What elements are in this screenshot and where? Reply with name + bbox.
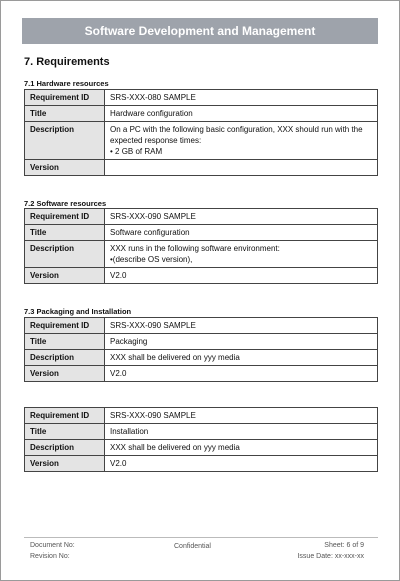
row-label: Version: [25, 366, 105, 382]
row-label: Title: [25, 225, 105, 241]
footer-revision-no: Revision No:: [30, 553, 70, 560]
table-row: [25, 209, 378, 225]
footer-confidential: Confidential: [174, 543, 211, 550]
table-row: [25, 225, 378, 241]
table-row: [25, 440, 378, 456]
row-label: Description: [25, 440, 105, 456]
row-value: [105, 122, 378, 160]
table-row: [25, 350, 378, 366]
table-row: [25, 106, 378, 122]
description-text: On a PC with the following basic configuration, XXX should run with the expected response times:: [110, 125, 363, 145]
row-label: Version: [25, 456, 105, 472]
row-value: XXX shall be delivered on yyy media: [105, 440, 378, 456]
row-label: Title: [25, 424, 105, 440]
footer-document-no: Document No:: [30, 542, 75, 549]
row-value: SRS-XXX-090 SAMPLE: [105, 209, 378, 225]
row-label: Version: [25, 268, 105, 284]
row-label: Title: [25, 106, 105, 122]
row-value: XXX shall be delivered on yyy media: [105, 350, 378, 366]
row-value: Packaging: [105, 334, 378, 350]
row-label: Requirement ID: [25, 318, 105, 334]
table-row: [25, 122, 378, 160]
footer-issue-date: Issue Date: xx-xxx-xx: [297, 553, 364, 560]
row-label: Requirement ID: [25, 408, 105, 424]
table-row: [25, 90, 378, 106]
subsection-heading-packaging: 7.3 Packaging and Installation: [24, 307, 132, 316]
row-value: V2.0: [105, 268, 378, 284]
requirement-table-software: [24, 208, 378, 284]
table-row: [25, 408, 378, 424]
row-value: [105, 241, 378, 268]
table-row: [25, 241, 378, 268]
row-value: V2.0: [105, 456, 378, 472]
table-row: [25, 424, 378, 440]
row-value: V2.0: [105, 366, 378, 382]
row-value: SRS-XXX-090 SAMPLE: [105, 408, 378, 424]
table-row: [25, 456, 378, 472]
subsection-heading-hardware: 7.1 Hardware resources: [24, 79, 109, 88]
row-value: [105, 160, 378, 176]
row-value: SRS-XXX-090 SAMPLE: [105, 318, 378, 334]
requirement-table-hardware: [24, 89, 378, 176]
row-label: Requirement ID: [25, 209, 105, 225]
table-row: [25, 268, 378, 284]
description-bullet: •(describe OS version),: [110, 255, 193, 264]
footer-divider: [24, 537, 378, 538]
row-value: Installation: [105, 424, 378, 440]
table-row: [25, 160, 378, 176]
description-bullet: • 2 GB of RAM: [110, 147, 163, 156]
row-label: Version: [25, 160, 105, 176]
requirement-table-packaging: [24, 317, 378, 382]
row-value: SRS-XXX-080 SAMPLE: [105, 90, 378, 106]
table-row: [25, 366, 378, 382]
requirement-table-installation: [24, 407, 378, 472]
header-banner: Software Development and Management: [22, 18, 378, 44]
row-label: Description: [25, 241, 105, 268]
footer-sheet: Sheet: 6 of 9: [324, 542, 364, 549]
table-row: [25, 318, 378, 334]
section-title: 7. Requirements: [24, 56, 110, 68]
row-label: Requirement ID: [25, 90, 105, 106]
description-text: XXX runs in the following software environment:: [110, 244, 280, 253]
table-row: [25, 334, 378, 350]
row-value: Software configuration: [105, 225, 378, 241]
row-label: Description: [25, 350, 105, 366]
row-label: Description: [25, 122, 105, 160]
row-value: Hardware configuration: [105, 106, 378, 122]
subsection-heading-software: 7.2 Software resources: [24, 199, 107, 208]
row-label: Title: [25, 334, 105, 350]
